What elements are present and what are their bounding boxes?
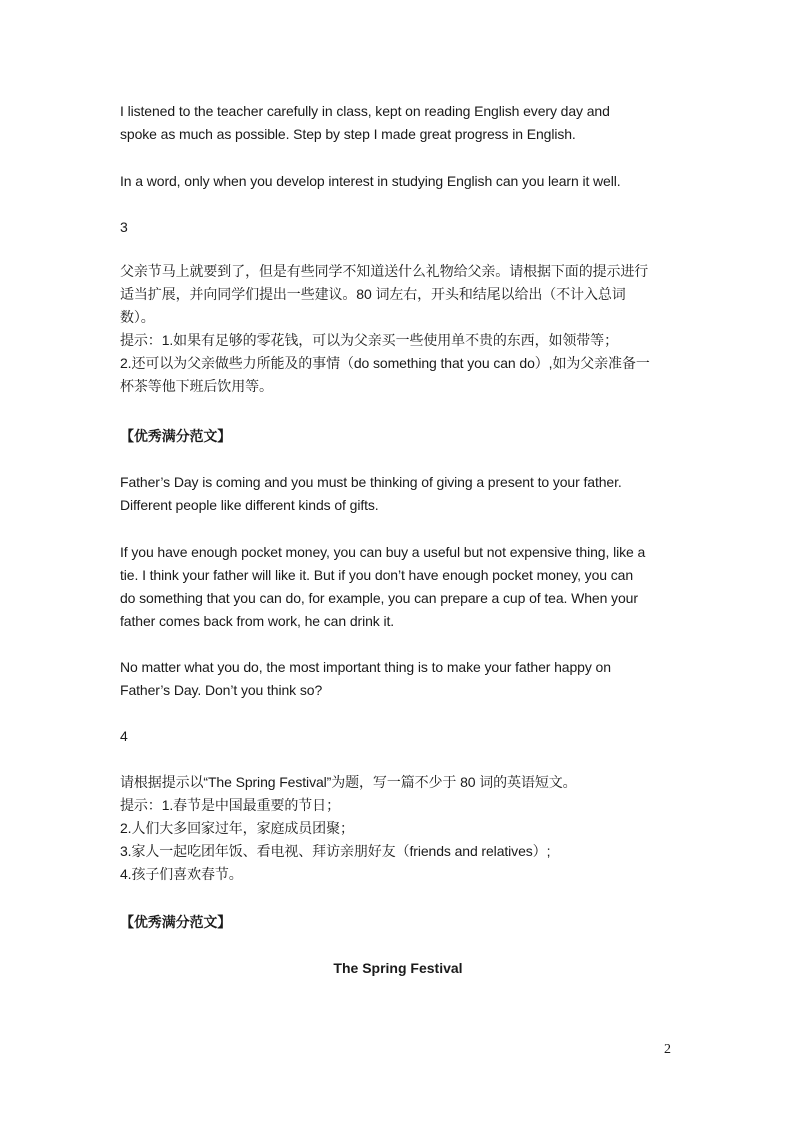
text-line: In a word, only when you develop interest in studying English can you learn it well.	[120, 173, 621, 189]
text-line: 4.孩子们喜欢春节。	[120, 866, 243, 882]
text-line: father comes back from work, he can drink it.	[120, 613, 395, 629]
text-line: 提示：1.如果有足够的零花钱，可以为父亲买一些使用单不贵的东西，如领带等；	[120, 332, 618, 348]
model-essay-heading-3: 【优秀满分范文】	[120, 428, 232, 444]
text-line: 提示：1.春节是中国最重要的节日；	[120, 797, 340, 813]
text-line: 请根据提示以“The Spring Festival”为题，写一篇不少于 80 词的英语短文。	[120, 774, 577, 790]
text-line: 3.家人一起吃团年饭、看电视、拜访亲朋好友（friends and relatives）;	[120, 843, 551, 859]
text-line: 父亲节马上就要到了，但是有些同学不知道送什么礼物给父亲。请根据下面的提示进行	[120, 263, 649, 279]
text-line: 适当扩展，并向同学们提出一些建议。80 词左右，开头和结尾以给出（不计入总词	[120, 286, 626, 302]
essay-3-paragraph-1	[120, 471, 680, 517]
text-line: 杯茶等他下班后饮用等。	[120, 378, 273, 394]
section-number: 4	[120, 728, 128, 744]
section-number: 3	[120, 219, 128, 235]
text-line: spoke as much as possible. Step by step I made great progress in English.	[120, 126, 576, 142]
text-line: Father’s Day. Don’t you think so?	[120, 682, 323, 698]
writing-prompt-3	[120, 260, 680, 398]
paragraph-conclusion	[120, 170, 680, 193]
text-line: 2.还可以为父亲做些力所能及的事情（do something that you can do）,如为父亲准备一	[120, 355, 650, 371]
text-line: tie. I think your father will like it. But if you don’t have enough pocket money, you can	[120, 567, 634, 583]
section-number-3	[120, 216, 680, 239]
text-line: If you have enough pocket money, you can buy a useful but not expensive thing, like a	[120, 544, 646, 560]
text-line: No matter what you do, the most important thing is to make your father happy on	[120, 659, 611, 675]
model-essay-heading-4: 【优秀满分范文】	[120, 914, 232, 930]
text-line: 数）。	[120, 309, 155, 325]
essay-3-paragraph-2	[120, 541, 680, 633]
text-line: I listened to the teacher carefully in class, kept on reading English every day and	[120, 103, 610, 119]
essay-4-title: The Spring Festival	[333, 960, 463, 976]
text-line: Father’s Day is coming and you must be thinking of giving a present to your father.	[120, 474, 622, 490]
section-number-4	[120, 725, 680, 748]
text-line: 2.人们大多回家过年，家庭成员团聚；	[120, 820, 354, 836]
paragraph-study-method	[120, 100, 680, 146]
essay-3-paragraph-3	[120, 656, 680, 702]
text-line: do something that you can do, for example, you can prepare a cup of tea. When your	[120, 590, 638, 606]
writing-prompt-4	[120, 771, 680, 886]
text-line: Different people like different kinds of gifts.	[120, 497, 379, 513]
page-number: 2	[664, 1042, 671, 1057]
